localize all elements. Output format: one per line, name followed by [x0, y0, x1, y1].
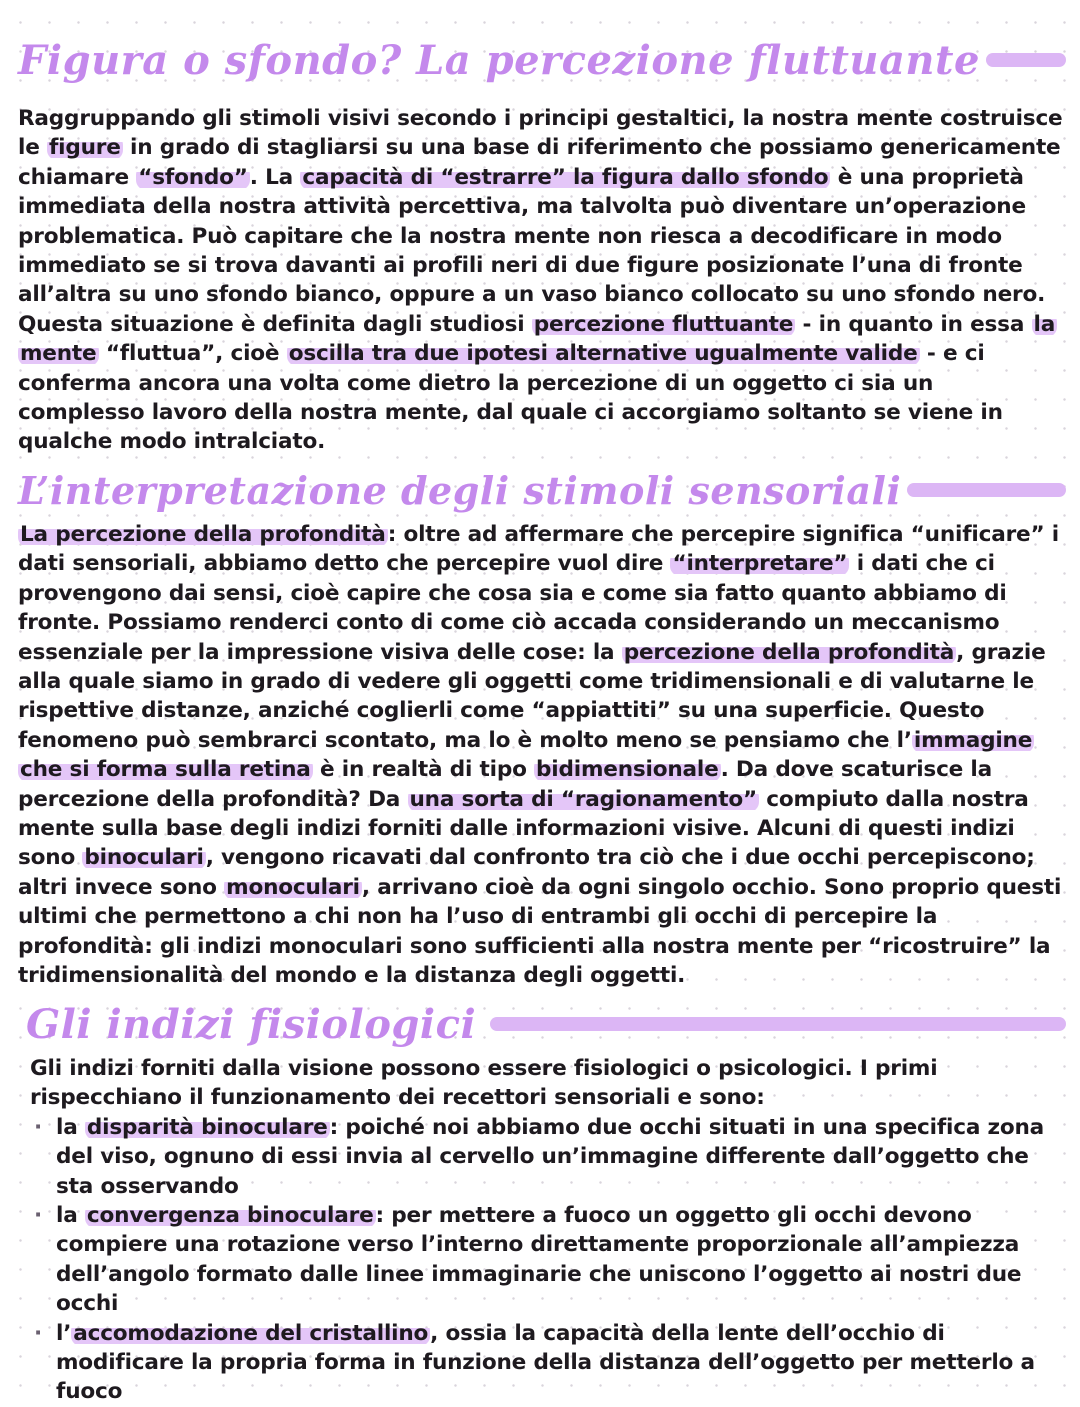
section-indizi-fisiologici — [26, 996, 1066, 1407]
section-title: Gli indizi fisiologici — [26, 1000, 477, 1048]
section-paragraph: Raggruppando gli stimoli visivi secondo i principi gestaltici, la nostra mente costruisce le figure in grado di stagliarsi su una base di riferimento che possiamo genericamente chiamare “sfondo”. La capacità di “estrarre” la figura dallo sfondo è una proprietà immediata della nostra attività percettiva, ma talvolta può diventare un’operazione problematica. Può capitare che la nostra mente non riesca a decodificare in modo immediato se si trova davanti ai profili neri di due figure posizionate l’una di fronte all’altra su uno sfondo bianco, oppure a un vaso bianco collocato su uno sfondo nero. Questa situazione è definita dagli studiosi percezione fluttuante - in quanto in essa la mente “fluttua”, cioè oscilla tra due ipotesi alternative ugualmente valide - e ci conferma ancora una volta come dietro la percezione di un oggetto ci sia un complesso lavoro della nostra mente, dal quale ci accorgiamo soltanto se viene in qualche modo intralciato. — [18, 106, 1063, 455]
highlighted-term: capacità di “estrarre” la figura dallo sfondo — [302, 164, 829, 190]
highlighted-term: immagine che si forma sulla retina — [20, 727, 1033, 783]
section-figura-sfondo — [18, 30, 1066, 457]
heading-underline-rule — [907, 483, 1066, 497]
highlighted-term: convergenza binoculare — [86, 1203, 374, 1229]
list-item-text: la convergenza binoculare: per mettere a fuoco un oggetto gli occhi devono compiere una rotazione verso l’interno direttamente proporzionale all’ampiezza dell’angolo formato dalle linee immaginarie che uniscono l’oggetto ai nostri due occhi — [56, 1203, 1022, 1317]
section-heading — [26, 996, 1066, 1052]
highlighted-term: monoculari — [226, 874, 360, 900]
highlighted-term: accomodazione del cristallino — [73, 1320, 429, 1346]
highlighted-term: binoculari — [84, 845, 204, 871]
highlighted-term: “interpretare” — [672, 551, 848, 577]
bullet-dot-icon: · — [34, 1114, 43, 1140]
list-item — [26, 1113, 1066, 1201]
bullet-dot-icon: · — [34, 1203, 43, 1229]
highlighted-term: figure — [48, 135, 121, 161]
heading-underline-rule — [986, 53, 1066, 67]
highlighted-term: percezione della profondità — [623, 639, 955, 665]
section-paragraph: La percezione della profondità: oltre ad affermare che percepire significa “unificare” i dati sensoriali, abbiamo detto che percepire vuol dire “interpretare” i dati che ci provengono dai sensi, cioè capire che cosa sia e come sia fatto quanto abbiamo di fronte. Possiamo renderci conto di come ciò accada considerando un meccanismo essenziale per la impressione visiva delle cose: la percezione della profondità, grazie alla quale siamo in grado di vedere gli oggetti come tridimensionali e di valutarne le rispettive distanze, anziché coglierli come “appiattiti” su una superficie. Questo fenomeno può sembrarci scontato, ma lo è molto meno se pensiamo che l’immagine che si forma sulla retina è in realtà di tipo bidimensionale. Da dove scaturisce la percezione della profondità? Da una sorta di “ragionamento” compiuto dalla nostra mente sulla base degli indizi forniti dalle informazioni visive. Alcuni di questi indizi sono binoculari, vengono ricavati dal confronto tra ciò che i due occhi percepiscono; altri invece sono monoculari, arrivano cioè da ogni singolo occhio. Sono proprio questi ultimi che permettono a chi non ha l’uso di entrambi gli occhi di percepire la profondità: gli indizi monoculari sono sufficienti alla nostra mente per “ricostruire” la tridimensionalità del mondo e la distanza degli oggetti. — [18, 522, 1062, 989]
section-interpretazione — [18, 462, 1066, 991]
highlighted-term: percezione fluttuante — [533, 311, 794, 337]
highlighted-term: disparità binoculare — [86, 1114, 328, 1140]
section-intro: Gli indizi forniti dalla visione possono essere fisiologici o psicologici. I primi rispecchiano il funzionamento dei recettori sensoriali e sono: — [30, 1056, 938, 1111]
highlighted-term: oscilla tra due ipotesi alternative ugualmente valide — [288, 341, 918, 367]
list-item-text: la disparità binoculare: poiché noi abbiamo due occhi situati in una specifica zona del viso, ognuno di essi invia al cervello un’immagine differente dall’oggetto che sta osservando — [56, 1114, 1045, 1199]
highlighted-term: bidimensionale — [536, 757, 719, 783]
highlighted-term: una sorta di “ragionamento” — [409, 786, 757, 812]
section-title: L’interpretazione degli stimoli sensoriali — [18, 467, 902, 513]
bullet-dot-icon: · — [34, 1320, 43, 1346]
list-item — [26, 1319, 1066, 1407]
list-item-text: l’accomodazione del cristallino, ossia la capacità della lente dell’occhio di modificare la propria forma in funzione della distanza dell’oggetto per metterlo a fuoco — [56, 1320, 1035, 1405]
section-heading — [18, 462, 1066, 518]
list-item — [26, 1201, 1066, 1319]
section-heading — [18, 30, 1066, 90]
section-title: Figura o sfondo? La percezione fluttuante — [18, 36, 980, 84]
highlighted-term: la mente — [20, 311, 1056, 367]
highlighted-term: “sfondo” — [138, 164, 248, 190]
heading-underline-rule — [490, 1017, 1066, 1031]
highlighted-term: La percezione della profondità — [20, 522, 386, 547]
indizi-list — [26, 1113, 1066, 1407]
